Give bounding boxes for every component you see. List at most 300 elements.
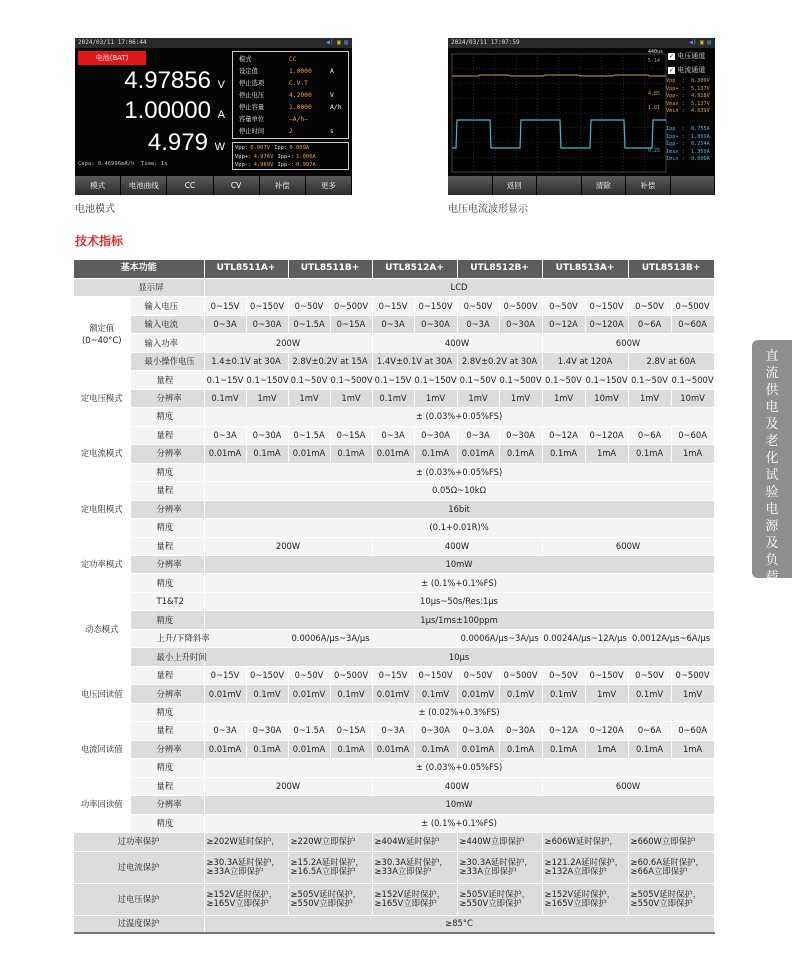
table-cell: 0~3A [457,315,499,333]
time-text: Time: 1s [140,161,168,167]
table-cell: 1mV [499,389,542,407]
header-cell: 基本功能 [74,260,204,278]
category-side-tab[interactable] [752,340,792,585]
table-cell: 0~60A [671,426,714,444]
table-cell: 0~3A [372,315,414,333]
table-cell: 0.1mV [372,389,414,407]
softkey-button[interactable]: CC [167,176,212,195]
table-cell: 0~12A [542,722,585,740]
timebase-label: 440us [648,49,664,55]
table-cell: 0.01mA [372,445,414,463]
side-tab-char: 负 [765,553,779,568]
table-cell: 0~3.0A [457,722,499,740]
table-cell: 分辨率 [130,740,204,758]
table-cell: 0~30A [499,426,542,444]
table-cell: 0~150V [246,297,288,315]
group-label: 电压回读值 [74,666,130,721]
table-cell: 0~60A [671,315,714,333]
param-unit: A/h [330,104,342,111]
spec-table [74,260,715,934]
table-cell: 0.1mA [499,445,542,463]
table-row [74,334,714,352]
softkey-button[interactable]: CV [214,176,259,195]
table-cell: 0.05Ω~10kΩ [204,482,714,500]
header-cell: UTL8512B+ [457,260,542,278]
table-cell: 0.1mA [414,445,457,463]
table-cell: 0~500V [671,666,714,684]
ripple-stats [232,142,349,170]
voltage-value: 4.97856 [124,67,211,94]
table-cell: ≥30.3A延时保护，≥33A立即保护 [457,851,542,883]
table-cell: 0.01mV [204,685,246,703]
table-cell: 精度 [130,703,204,721]
side-tab-char: 电 [765,400,779,415]
table-cell: 0~6A [628,722,671,740]
table-cell: 0~3A [204,722,246,740]
table-cell: 输入电流 [130,315,204,333]
table-cell: ± (0.03%+0.05%FS) [204,463,714,481]
power-readout [75,130,225,160]
param-row [233,78,348,89]
table-cell: 输入功率 [130,334,204,352]
table-cell: 600W [542,777,714,795]
table-cell: 0~12A [542,315,585,333]
table-cell: 2.8V±0.2V at 30A [457,352,542,370]
table-cell: 10mV [671,389,714,407]
group-label: 电流回读值 [74,722,130,777]
table-cell: ≥505V延时保护，≥550V立即保护 [457,883,542,915]
stat-row [235,144,348,152]
table-cell: 量程 [130,371,204,389]
current-readout [75,98,225,128]
table-cell: ± (0.02%+0.3%FS) [204,703,714,721]
table-cell: 10mV [585,389,628,407]
usb-icon: ▤ [344,39,348,46]
table-row [74,740,714,758]
table-row [74,685,714,703]
param-row [233,54,348,65]
table-cell: 1mV [457,389,499,407]
table-cell: ≥15.2A延时保护，≥16.5A立即保护 [288,851,372,883]
softkey-button[interactable] [537,176,581,195]
table-cell: 400W [372,334,542,352]
table-cell: 输入电压 [130,297,204,315]
table-cell: 0~150V [585,297,628,315]
protection-label: 过电流保护 [74,851,204,883]
table-cell: 1mV [542,389,585,407]
table-cell: 16bit [204,500,714,518]
param-panel [232,51,349,139]
table-row [74,426,714,444]
table-cell: 上升/下降斜率 [130,629,204,647]
battery-mode-screenshot [75,38,352,195]
table-cell: 0.1mA [542,740,585,758]
table-cell: 精度 [130,463,204,481]
param-value: C.V.T [289,80,308,87]
protection-label: 过温度保护 [74,915,204,933]
table-cell: 0.1mA [542,445,585,463]
table-cell: 0~15V [372,666,414,684]
softkey-button[interactable]: 模式 [75,176,120,195]
v-scale-mid: 4.85 [648,91,661,97]
group-label: 动态模式 [74,592,130,666]
table-cell: 1mA [671,740,714,758]
table-cell: ≥30.3A延时保护，≥33A立即保护 [204,851,288,883]
power-unit: W [214,141,225,153]
table-cell: 0.1mA [414,740,457,758]
param-key: 停止电压 [239,92,265,99]
voltage-stat: Vpp- : 4.828V [666,93,710,100]
table-cell: 0~500V [499,666,542,684]
table-cell: 精度 [130,759,204,777]
table-cell: 精度 [130,519,204,537]
current-stat: Ipp- : 0.254A [666,141,710,148]
table-cell: 0.1mA [246,740,288,758]
table-cell: 1mA [585,740,628,758]
stat-row [235,153,348,161]
table-row [74,371,714,389]
table-cell: 0~500V [671,297,714,315]
param-value: —A/h— [289,116,308,123]
table-cell: 0~30A [246,315,288,333]
table-cell: 0~30A [414,722,457,740]
legend-current-label: 电流通道 [677,66,706,74]
table-cell: 0.1mA [246,445,288,463]
softkey-button[interactable]: 更多 [306,176,351,195]
protection-label: 过功率保护 [74,833,204,851]
table-cell: 1mV [288,389,330,407]
table-cell: 0.01mA [204,445,246,463]
table-cell: 0~15A [330,722,372,740]
table-cell: 200W [204,777,372,795]
table-cell: 最小操作电压 [130,352,204,370]
table-cell: 0.01mA [457,740,499,758]
table-cell: 显示屏 [74,278,204,296]
table-row [74,777,714,795]
table-cell: 1mA [671,445,714,463]
param-value: CC [289,56,297,63]
softkey-button[interactable]: 补偿 [626,176,670,195]
table-cell: 600W [542,537,714,555]
param-key: 模式 [239,56,252,63]
stat-value: 0.009A [289,145,310,151]
table-cell: ≥121.2A延时保护，≥132A立即保护 [542,851,628,883]
table-cell: 0~15V [204,297,246,315]
table-cell: 0~150V [246,666,288,684]
param-unit: A [330,68,334,75]
table-cell: 精度 [130,611,204,629]
current-stats [666,126,714,164]
table-cell: 0.1~500V [330,371,372,389]
checkbox-icon[interactable]: ✓ [668,53,675,60]
status-bar [75,38,352,48]
speaker-icon: ◀) [326,39,334,46]
table-cell: 分辨率 [130,796,204,814]
table-cell: 0.01mV [457,685,499,703]
side-tab-char: 试 [765,468,779,483]
table-cell: 分辨率 [130,685,204,703]
table-cell: 分辨率 [130,500,204,518]
table-cell: 0.1~15V [204,371,246,389]
table-cell: 量程 [130,722,204,740]
legend-voltage-channel[interactable] [668,51,705,61]
table-cell: 0.1~150V [414,371,457,389]
current-stat: Ipp+ : 1.009A [666,133,710,140]
table-row [74,556,714,574]
stat-label: Vpp-: [235,162,252,168]
table-cell: 分辨率 [130,556,204,574]
table-cell: 0.1~500V [499,371,542,389]
current-stat: Imin : 0.000A [666,156,710,163]
table-cell: ≥220W立即保护 [288,833,372,851]
voltage-stat: Vmax : 5.137V [666,100,710,107]
v-scale-low: 1.01 [648,105,661,111]
table-cell: ≥606W延时保护， [542,833,628,851]
table-cell: 0~50V [542,666,585,684]
table-cell: 400W [372,537,542,555]
stat-label: Vpp+: [235,153,252,160]
power-value: 4.979 [147,129,208,156]
param-unit: V [330,92,334,99]
table-row [74,519,714,537]
side-tab-char: 流 [765,366,779,381]
table-cell: ≥202W延时保护， [204,833,288,851]
table-cell: 0~15A [330,426,372,444]
table-cell: ± (0.03%+0.05%FS) [204,408,714,426]
table-cell: 0~150V [585,666,628,684]
param-key: 容量单位 [239,116,265,123]
voltage-stat: Vmin : 4.639V [666,108,710,115]
header-cell: UTL8512A+ [372,260,457,278]
table-cell: T1&T2 [130,592,204,610]
table-row [74,260,714,278]
table-cell: 10μs [204,648,714,666]
param-key: 停止时间 [239,128,265,135]
table-cell: 0~120A [585,315,628,333]
table-row [74,445,714,463]
softkey-button[interactable]: 补偿 [260,176,305,195]
table-cell: 0~3A [372,722,414,740]
table-cell: ≥505V延时保护，≥550V立即保护 [288,883,372,915]
softkey-button[interactable] [448,176,492,195]
header-cell: UTL8511A+ [204,260,288,278]
table-cell: 0.1~150V [246,371,288,389]
table-row [74,703,714,721]
param-row [233,126,348,137]
softkey-button[interactable] [671,176,715,195]
side-tab-char: 及 [765,417,779,432]
stat-label: Vpp: [235,145,249,151]
current-value: 1.00000 [124,97,211,124]
capacity-text: Capa: 0.46996mA/h [78,161,135,167]
side-tab-char: 及 [765,536,779,551]
table-cell: 10mW [204,796,714,814]
table-cell: 0~50V [542,297,585,315]
stat-value: 0.997A [296,162,316,168]
table-cell: 1μs/1ms±100ppm [204,611,714,629]
table-row [74,315,714,333]
table-cell: 0.01mA [204,740,246,758]
table-cell: 0~50V [457,666,499,684]
table-cell: 0.0024A/μs~12A/μs [542,629,628,647]
voltage-stat: Vpp : 0.309V [666,78,710,84]
table-cell: 0~30A [414,315,457,333]
voltage-readout [75,68,225,98]
softkey-button[interactable]: 电池曲线 [121,176,166,195]
table-cell: 0.0012A/μs~6A/μs [628,629,714,647]
table-cell: 0~15A [330,315,372,333]
table-cell: 1mV [671,685,714,703]
table-row [74,537,714,555]
table-cell: 0~500V [330,666,372,684]
table-cell: ≥30.3A延时保护，≥33A立即保护 [372,851,457,883]
table-cell: 精度 [130,814,204,832]
table-cell: 0~6A [628,426,671,444]
table-cell: 0.1mA [628,740,671,758]
param-value: 4.2000 [289,92,312,99]
side-tab-char: 直 [765,349,779,364]
table-cell: 0~3A [204,426,246,444]
table-cell: 1mV [628,389,671,407]
table-cell: 0~50V [628,297,671,315]
table-row [74,629,714,647]
caption-waveform: 电压电流波形显示 [448,204,528,215]
table-cell: 最小上升时间 [130,648,204,666]
table-cell: 1mV [246,389,288,407]
table-cell: 0.1~50V [457,371,499,389]
table-row [74,574,714,592]
stat-value: 0.007V [250,145,271,151]
table-cell: 量程 [130,666,204,684]
table-cell: ≥404W延时保护 [372,833,457,851]
stat-value: 4.969V [253,162,274,168]
capacity-line [78,161,167,167]
table-cell: 0~3A [457,426,499,444]
table-cell: 0.1mA [499,740,542,758]
checkbox-icon[interactable]: ✓ [668,67,675,74]
table-cell: 0~3A [372,426,414,444]
table-cell: 1mV [330,389,372,407]
table-cell: 600W [542,334,714,352]
table-cell: 0.1~150V [585,371,628,389]
table-cell: 0~150V [414,297,457,315]
table-cell: 0.1mV [628,685,671,703]
table-row [74,297,714,315]
table-cell: 0.1mA [330,740,372,758]
i-scale: 0.25 [648,148,661,154]
table-cell: 0.0006A/μs~3A/μs [204,629,457,647]
table-cell: 0.1~50V [628,371,671,389]
current-stat: Ipp : 0.755A [666,126,710,132]
table-cell: 0~30A [499,315,542,333]
table-cell: 量程 [130,426,204,444]
param-row [233,90,348,101]
table-cell: 2.8V±0.2V at 15A [288,352,372,370]
table-row [74,482,714,500]
table-cell: 0~50V [457,297,499,315]
table-cell: 400W [372,777,542,795]
side-tab-char: 载 [765,570,779,585]
softkey-bar [448,176,715,195]
table-cell: 0~500V [499,297,542,315]
table-cell: 0~30A [246,722,288,740]
table-cell: 0.1~50V [542,371,585,389]
softkey-button[interactable]: 清除 [582,176,626,195]
param-row [233,102,348,113]
table-row [74,915,714,933]
table-cell: 0~30A [499,722,542,740]
table-cell: ≥152V延时保护，≥165V立即保护 [204,883,288,915]
table-cell: ± (0.1%+0.1%FS) [204,574,714,592]
table-cell: 0~50V [628,666,671,684]
table-row [74,851,714,883]
table-cell: 1mV [414,389,457,407]
group-label: 定功率模式 [74,537,130,592]
voltage-stats [666,78,714,116]
status-bar [448,38,715,48]
speaker-icon: ◀) [689,39,697,46]
stat-value: 4.976V [253,153,274,160]
legend-current-channel[interactable] [668,65,705,75]
table-cell: ≥60.6A延时保护，≥66A立即保护 [628,851,714,883]
lock-icon: ▣ [700,39,704,46]
table-row [74,592,714,610]
table-cell: ≥85°C [204,915,714,933]
table-cell: 0.1mV [246,685,288,703]
table-cell: 0~1.5A [288,426,330,444]
stat-label: Ipp: [274,145,288,151]
current-stat: Imax : 1.350A [666,148,710,155]
side-tab-char: 老 [765,434,779,449]
table-cell: 0.1~500V [671,371,714,389]
table-cell: (0.1+0.01R)% [204,519,714,537]
table-cell: ≥505V延时保护，≥550V立即保护 [628,883,714,915]
group-label: 定电流模式 [74,426,130,481]
table-cell: 0~1.5A [288,315,330,333]
side-tab-char: 源 [765,519,779,534]
status-icons [689,38,711,48]
table-cell: 0~120A [585,722,628,740]
param-key: 停止容量 [239,104,265,111]
table-cell: 10mW [204,556,714,574]
table-row [74,408,714,426]
table-row [74,352,714,370]
table-cell: ≥440W立即保护 [457,833,542,851]
usb-icon: ▤ [707,39,711,46]
table-cell: 0.01mA [457,445,499,463]
current-unit: A [217,109,225,121]
table-row [74,722,714,740]
status-datetime: 2024/03/11 17:06:44 [78,39,147,46]
table-cell: 0~150V [414,666,457,684]
header-cell: UTL8513A+ [542,260,628,278]
group-label: 定电阻模式 [74,482,130,537]
table-cell: 量程 [130,537,204,555]
table-row [74,500,714,518]
lock-icon: ▣ [337,39,341,46]
table-cell: 0~15V [204,666,246,684]
table-row [74,648,714,666]
softkey-button[interactable]: 返回 [493,176,537,195]
group-label: 额定值 (0~40°C) [74,297,130,371]
side-tab-char: 化 [765,451,779,466]
param-key: 停止选项 [239,80,265,87]
param-row [233,66,348,77]
table-cell: 0~3A [204,315,246,333]
voltage-unit: V [217,79,225,91]
table-row [74,833,714,851]
group-label: 定电压模式 [74,371,130,426]
